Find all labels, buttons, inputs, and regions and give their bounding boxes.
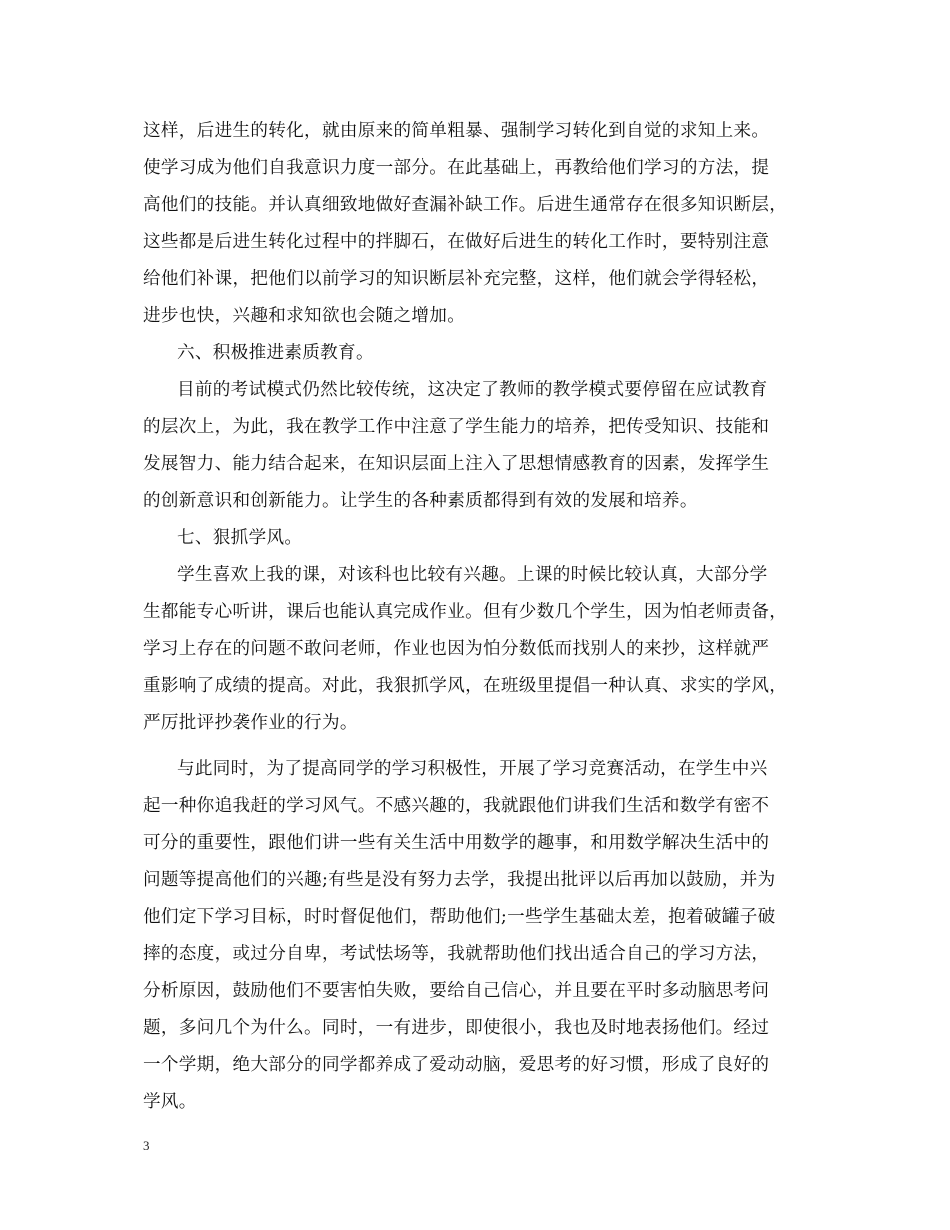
text-line: 与此同时，为了提高同学的学习积极性，开展了学习竞赛活动，在学生中兴	[177, 759, 768, 779]
text-line: 的层次上，为此，我在教学工作中注意了学生能力的培养，把传受知识、技能和	[143, 417, 770, 437]
body-text	[143, 113, 805, 1121]
text-line: 这样，后进生的转化，就由原来的简单粗暴、强制学习转化到自觉的求知上来。	[143, 121, 770, 141]
text-line: 目前的考试模式仍然比较传统，这决定了教师的教学模式要停留在应试教育	[177, 380, 768, 400]
text-line: 问题等提高他们的兴趣;有些是没有努力去学，我提出批评以后再加以鼓励，并为	[143, 870, 776, 890]
text-line: 起一种你追我赶的学习风气。不感兴趣的，我就跟他们讲我们生活和数学有密不	[143, 796, 770, 816]
section-heading-six: 六、积极推进素质教育。	[177, 343, 374, 363]
text-line: 重影响了成绩的提高。对此，我狠抓学风，在班级里提倡一种认真、求实的学风，	[143, 676, 788, 696]
text-line: 高他们的技能。并认真细致地做好查漏补缺工作。后进生通常存在很多知识断层，	[143, 195, 788, 215]
text-line: 摔的态度，或过分自卑，考试怯场等，我就帮助他们找出适合自己的学习方法，	[143, 944, 770, 964]
text-line: 生都能专心听讲，课后也能认真完成作业。但有少数几个学生，因为怕老师责备，	[143, 602, 788, 622]
paragraph-gap	[143, 742, 805, 751]
text-line: 进步也快，兴趣和求知欲也会随之增加。	[143, 306, 466, 326]
text-line: 分析原因，鼓励他们不要害怕失败，要给自己信心，并且要在平时多动脑思考问	[143, 981, 770, 1001]
page-number: 3	[143, 1138, 150, 1153]
text-line: 使学习成为他们自我意识力度一部分。在此基础上，再教给他们学习的方法，提	[143, 158, 770, 178]
text-line: 给他们补课，把他们以前学习的知识断层补充完整，这样，他们就会学得轻松，	[143, 269, 770, 289]
text-line: 可分的重要性，跟他们讲一些有关生活中用数学的趣事，和用数学解决生活中的	[143, 833, 770, 853]
text-line: 学生喜欢上我的课，对该科也比较有兴趣。上课的时候比较认真，大部分学	[177, 565, 768, 585]
text-line: 学习上存在的问题不敢问老师，作业也因为怕分数低而找别人的来抄，这样就严	[143, 639, 770, 659]
text-line: 他们定下学习目标，时时督促他们，帮助他们;一些学生基础太差，抱着破罐子破	[143, 907, 776, 927]
text-line: 这些都是后进生转化过程中的拌脚石，在做好后进生的转化工作时，要特别注意	[143, 232, 770, 252]
text-line: 发展智力、能力结合起来，在知识层面上注入了思想情感教育的因素，发挥学生	[143, 454, 770, 474]
text-line: 的创新意识和创新能力。让学生的各种素质都得到有效的发展和培养。	[143, 491, 698, 511]
text-line: 学风。	[143, 1092, 197, 1112]
text-line: 严厉批评抄袭作业的行为。	[143, 713, 358, 733]
section-heading-seven: 七、狠抓学风。	[177, 528, 303, 548]
text-line: 一个学期，绝大部分的同学都养成了爱动动脑，爱思考的好习惯，形成了良好的	[143, 1055, 770, 1075]
text-line: 题，多问几个为什么。同时，一有进步，即使很小，我也及时地表扬他们。经过	[143, 1018, 770, 1038]
